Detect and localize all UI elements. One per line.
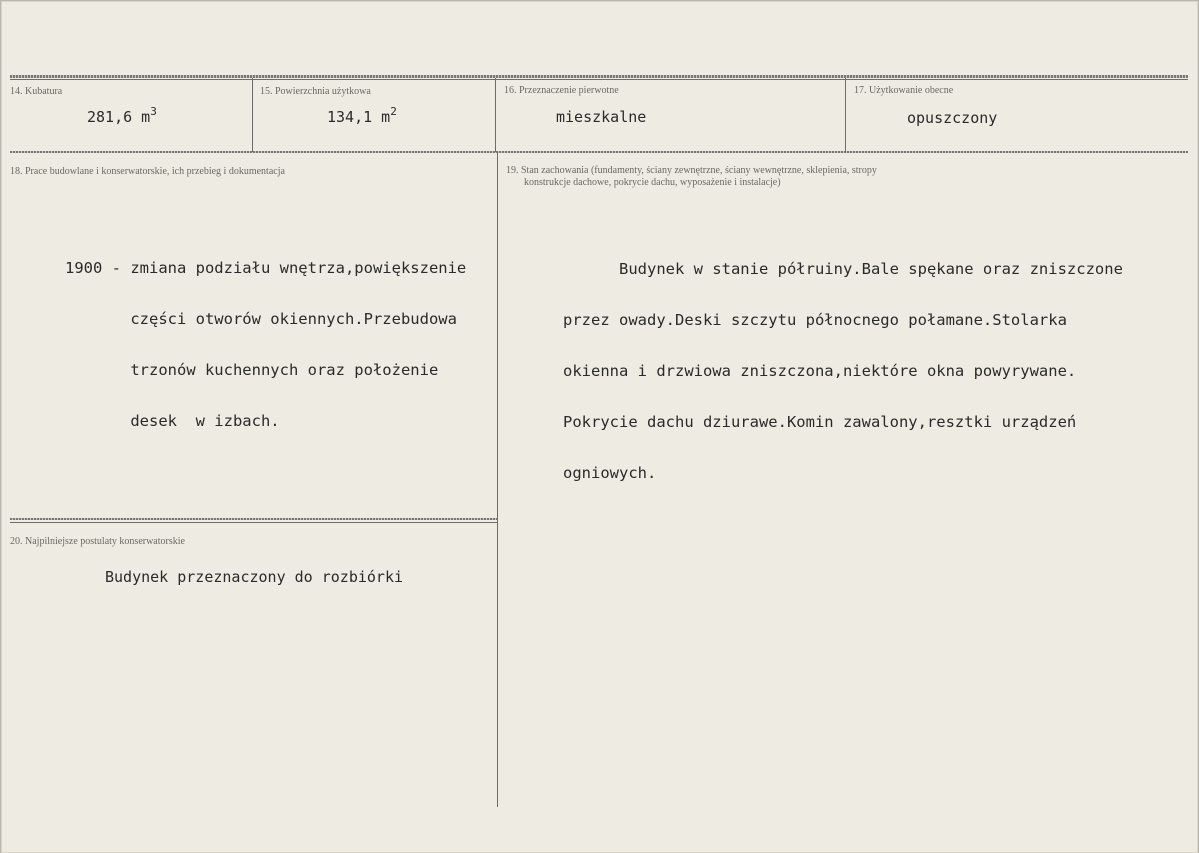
field-15-number: 134,1 m [327,108,391,126]
field-20-value: Budynek przeznaczony do rozbiórki [105,568,404,586]
field-15-unit-exponent: 2 [390,105,397,118]
field-19-text [563,227,1123,516]
top-rule [10,75,1188,78]
field-19-label-line1: 19. Stan zachowania (fundamenty, ściany zewnętrzne, ściany wewnętrzne, sklepienia, stropy [506,165,877,176]
field-19-line: ogniowych. [563,464,657,482]
field20-top-rule-thin [10,522,498,523]
field-18-line: desek w izbach. [65,412,280,430]
divider-15-16 [495,78,496,152]
field-19-label-line2: konstrukcje dachowe, pokrycie dachu, wyposażenie i instalacje) [524,177,781,188]
field-18-line: części otworów okiennych.Przebudowa [65,310,457,328]
row1-bottom-rule [10,151,1188,153]
divider-14-15 [252,78,253,152]
field-18-line: trzonów kuchennych oraz położenie [65,361,439,379]
field-14-label: 14. Kubatura [10,86,63,97]
field-19-line: Pokrycie dachu dziurawe.Komin zawalony,resztki urządzeń [563,413,1077,431]
field-18-text [65,226,466,464]
field-19-line: Budynek w stanie półruiny.Bale spękane oraz zniszczone [563,260,1123,278]
field-15-label: 15. Powierzchnia użytkowa [260,86,371,97]
field-14-value [87,105,157,126]
field-16-label: 16. Przeznaczenie pierwotne [504,85,619,96]
field-17-value: opuszczony [907,109,998,127]
field-14-number: 281,6 m [87,108,151,126]
field-19-line: przez owady.Deski szczytu północnego połamane.Stolarka [563,311,1067,329]
field-16-value: mieszkalne [556,108,647,126]
field-15-value [327,105,397,126]
field-18-line: 1900 - zmiana podziału wnętrza,powiększenie [65,259,467,277]
field20-top-rule [10,518,498,520]
top-rule-thin [10,79,1188,80]
divider-16-17 [845,78,846,152]
divider-left-right [497,152,498,807]
inventory-card [1,1,1198,853]
field-19-line: okienna i drzwiowa zniszczona,niektóre okna powyrywane. [563,362,1077,380]
field-14-unit-exponent: 3 [150,105,157,118]
field-17-label: 17. Użytkowanie obecne [854,85,954,96]
field-20-label: 20. Najpilniejsze postulaty konserwatorskie [10,536,185,547]
field-18-label: 18. Prace budowlane i konserwatorskie, ich przebieg i dokumentacja [10,166,285,177]
